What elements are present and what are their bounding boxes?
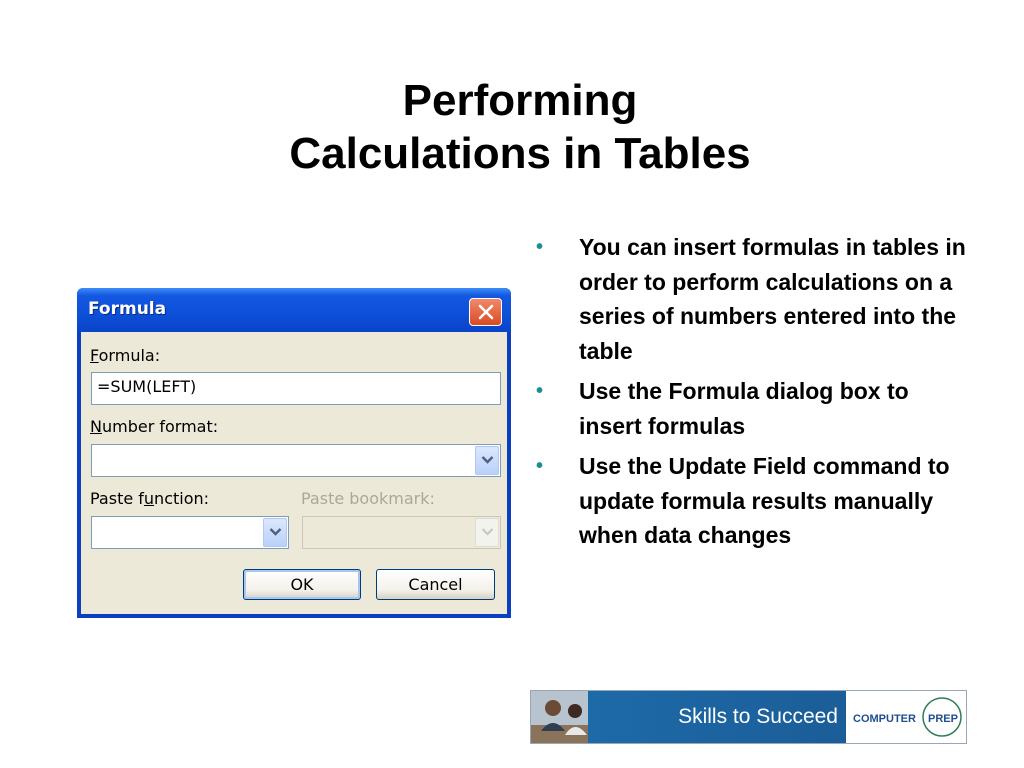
bullet-text: Use the Update Field command to update formula results manually when data changes (579, 453, 950, 548)
paste-function-label-post: nction: (154, 489, 210, 508)
paste-bookmark-dropdown-button (475, 518, 499, 547)
close-button[interactable] (469, 298, 502, 326)
list-item (536, 230, 966, 368)
formula-input[interactable]: =SUM(LEFT) (91, 372, 501, 405)
paste-bookmark-select (302, 516, 501, 549)
number-format-label-accel: N (90, 417, 102, 436)
logo-text-left: COMPUTER (853, 713, 916, 725)
formula-dialog (77, 288, 511, 618)
bullet-marker: • (536, 236, 544, 258)
bullet-marker: • (536, 380, 544, 402)
computerprep-logo (846, 691, 966, 743)
paste-function-label-accel: u (143, 489, 155, 508)
logo-text-right: PREP (928, 713, 958, 725)
bullet-list (536, 230, 966, 559)
close-icon (477, 303, 495, 321)
bullet-text: Use the Formula dialog box to insert formulas (579, 378, 909, 439)
paste-bookmark-label: Paste bookmark: (301, 489, 435, 508)
bullet-marker: • (536, 455, 544, 477)
banner-photo (531, 691, 588, 743)
paste-function-dropdown-button[interactable] (263, 518, 287, 547)
banner-slogan: Skills to Succeed (678, 705, 838, 728)
list-item (536, 374, 966, 443)
bullet-text: You can insert formulas in tables in order to perform calculations on a series of numbers entered into the table (579, 234, 966, 364)
number-format-dropdown-button[interactable] (475, 446, 499, 475)
paste-function-select[interactable] (91, 516, 289, 549)
chevron-down-icon (481, 455, 494, 465)
number-format-label-text: umber format: (101, 417, 219, 436)
slide-title-line-1: Performing (402, 76, 638, 125)
dialog-title: Formula (88, 299, 167, 319)
number-format-label (90, 417, 218, 436)
list-item (536, 449, 966, 553)
slide-title-line-2: Calculations in Tables (289, 129, 751, 178)
logo-graphic (846, 691, 966, 743)
formula-label-text: ormula: (98, 346, 161, 365)
footer-banner (530, 690, 967, 744)
dialog-body (81, 332, 507, 614)
cancel-button[interactable]: Cancel (376, 569, 495, 600)
people-photo-icon (531, 691, 588, 743)
formula-label-accel: F (90, 346, 99, 365)
number-format-select[interactable] (91, 444, 501, 477)
paste-function-label (90, 489, 209, 508)
formula-label (90, 346, 160, 365)
paste-function-label-pre: Paste f (90, 489, 144, 508)
chevron-down-icon (481, 527, 494, 537)
ok-button[interactable]: OK (243, 569, 361, 600)
banner-slogan-panel (588, 691, 846, 743)
chevron-down-icon (269, 527, 282, 537)
dialog-titlebar[interactable] (77, 288, 511, 332)
slide-title (0, 74, 1024, 180)
